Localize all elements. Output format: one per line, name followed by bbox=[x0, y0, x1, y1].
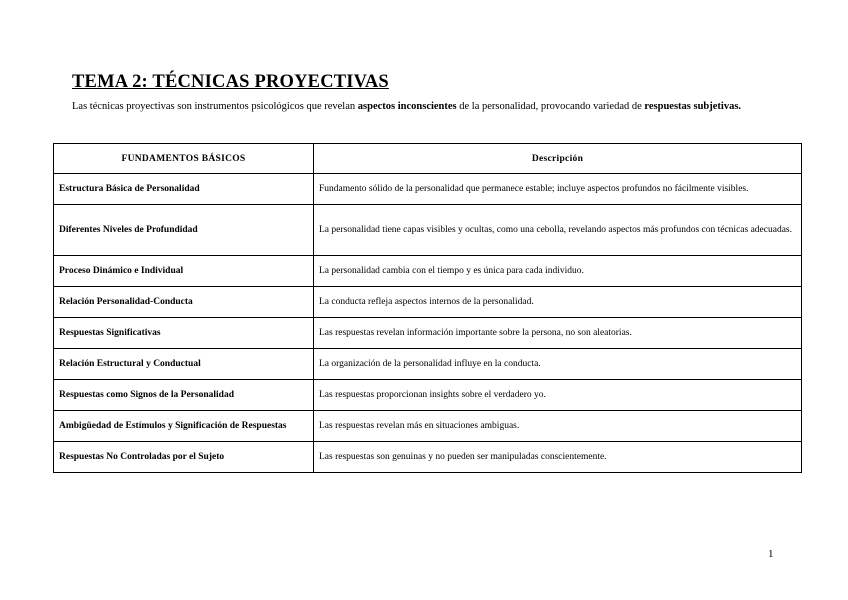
row-description: Las respuestas son genuinas y no pueden ser manipuladas conscientemente. bbox=[314, 442, 802, 473]
row-description: La conducta refleja aspectos internos de la personalidad. bbox=[314, 287, 802, 318]
row-description: La personalidad tiene capas visibles y ocultas, como una cebolla, revelando aspectos más profundos con técnicas adecuadas. bbox=[314, 205, 802, 256]
row-description: Las respuestas revelan más en situaciones ambiguas. bbox=[314, 411, 802, 442]
row-concept: Relación Estructural y Conductual bbox=[54, 349, 314, 380]
row-description: Las respuestas revelan información importante sobre la persona, no son aleatorias. bbox=[314, 318, 802, 349]
table-row bbox=[54, 256, 802, 287]
page-title: TEMA 2: TÉCNICAS PROYECTIVAS bbox=[72, 72, 389, 92]
fundamentos-table bbox=[53, 143, 802, 473]
table-row bbox=[54, 205, 802, 256]
page-number: 1 bbox=[768, 548, 774, 560]
intro-text-2: de la personalidad, provocando variedad de bbox=[456, 101, 645, 112]
table-row bbox=[54, 174, 802, 205]
row-description: La personalidad cambia con el tiempo y es única para cada individuo. bbox=[314, 256, 802, 287]
header-descripcion: Descripción bbox=[314, 144, 802, 174]
row-concept: Estructura Básica de Personalidad bbox=[54, 174, 314, 205]
row-concept: Diferentes Niveles de Profundidad bbox=[54, 205, 314, 256]
intro-bold-2: respuestas subjetivas. bbox=[644, 101, 742, 112]
row-concept: Proceso Dinámico e Individual bbox=[54, 256, 314, 287]
table-row bbox=[54, 287, 802, 318]
table-row bbox=[54, 349, 802, 380]
intro-bold-1: aspectos inconscientes bbox=[357, 101, 457, 112]
table-header-row bbox=[54, 144, 802, 174]
row-concept: Relación Personalidad-Conducta bbox=[54, 287, 314, 318]
row-description: Fundamento sólido de la personalidad que permanece estable; incluye aspectos profundos no fácilmente visibles. bbox=[314, 174, 802, 205]
table-row bbox=[54, 380, 802, 411]
row-description: Las respuestas proporcionan insights sobre el verdadero yo. bbox=[314, 380, 802, 411]
table-row bbox=[54, 318, 802, 349]
row-concept: Respuestas Significativas bbox=[54, 318, 314, 349]
table-row bbox=[54, 411, 802, 442]
row-concept: Respuestas como Signos de la Personalidad bbox=[54, 380, 314, 411]
intro-paragraph bbox=[72, 99, 744, 114]
intro-text-1: Las técnicas proyectivas son instrumentos psicológicos que revelan bbox=[72, 101, 358, 112]
row-concept: Respuestas No Controladas por el Sujeto bbox=[54, 442, 314, 473]
row-concept: Ambigüedad de Estímulos y Significación de Respuestas bbox=[54, 411, 314, 442]
table-row bbox=[54, 442, 802, 473]
header-fundamentos: FUNDAMENTOS BÁSICOS bbox=[54, 144, 314, 174]
row-description: La organización de la personalidad influye en la conducta. bbox=[314, 349, 802, 380]
